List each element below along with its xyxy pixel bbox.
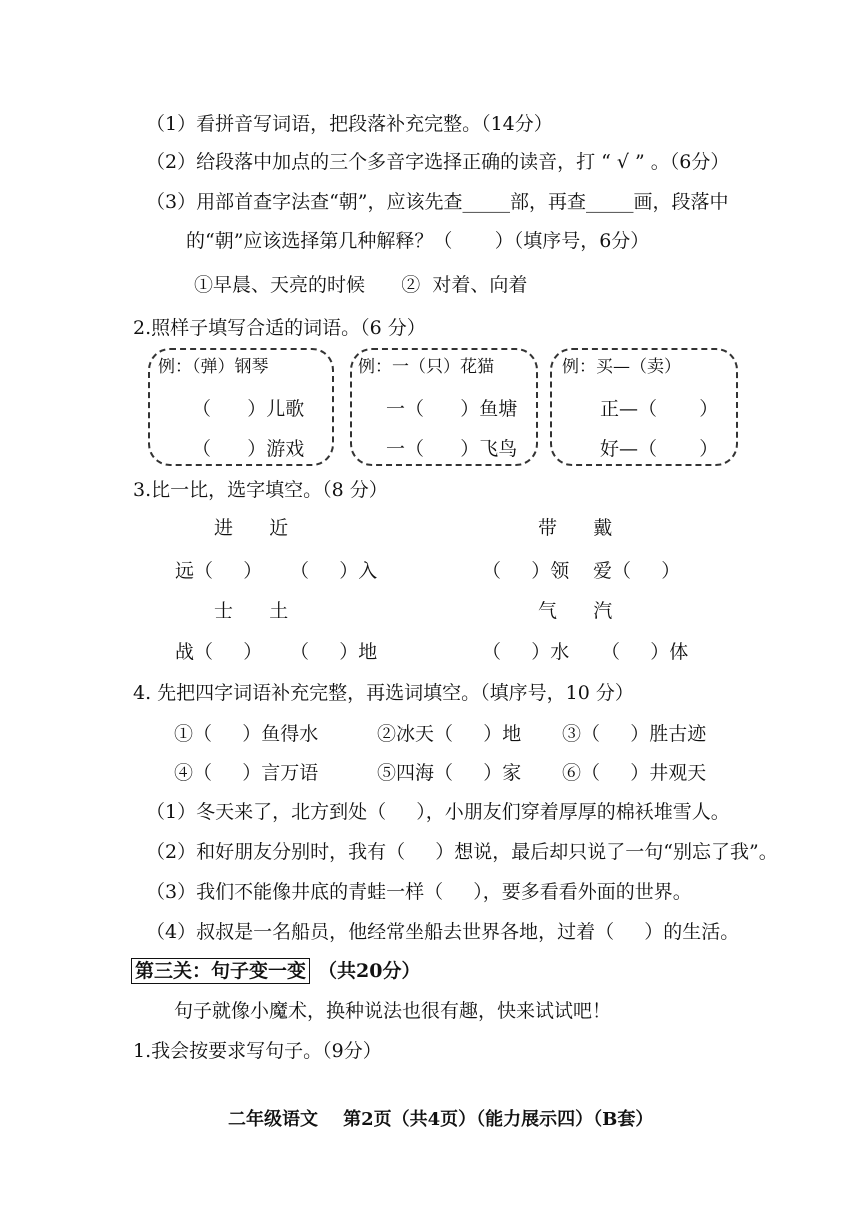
box2-line2: 一（ ）飞鸟 xyxy=(386,438,518,460)
question-1-1: （1）看拼音写词语，把段落补充完整。（14分） xyxy=(146,113,553,135)
section-3-points: （共20分） xyxy=(318,960,421,982)
group2-fill-b: 爱（ ） xyxy=(593,560,681,582)
idiom-2: ②冰天（ ）地 xyxy=(377,723,522,745)
answer-options: ①早晨、天亮的时候 ② 对着、向着 xyxy=(194,274,528,296)
section-3-title: 第三关：句子变一变 xyxy=(131,958,310,984)
question-1-2: （2）给段落中加点的三个多音字选择正确的读音，打 “ √ ” 。（6分） xyxy=(146,151,730,173)
group1-chars: 进 近 xyxy=(214,517,289,539)
group1-fill-b: （ ）入 xyxy=(290,560,378,582)
box1-line1: （ ）儿歌 xyxy=(192,398,305,420)
page-footer: 二年级语文 第2页（共4页）（能力展示四）（B套） xyxy=(228,1109,654,1130)
sentence-2: （2）和好朋友分别时，我有（ ）想说，最后却只说了一句“别忘了我”。 xyxy=(146,841,778,863)
sentence-3: （3）我们不能像井底的青蛙一样（ ），要多看看外面的世界。 xyxy=(146,881,692,903)
group1-fill-a: 远（ ） xyxy=(175,560,263,582)
box2-example: 例：一（只）花猫 xyxy=(358,357,494,377)
box3-example: 例：买—（卖） xyxy=(562,357,681,377)
idiom-1: ①（ ）鱼得水 xyxy=(174,723,319,745)
group4-fill-a: （ ）水 xyxy=(482,641,570,663)
idiom-6: ⑥（ ）井观天 xyxy=(562,762,707,784)
section-3-intro: 句子就像小魔术，换种说法也很有趣，快来试试吧！ xyxy=(174,1000,612,1022)
group4-chars: 气 汽 xyxy=(538,600,613,622)
box1-example: 例：（弹）钢琴 xyxy=(158,357,269,377)
question-4-title: 4. 先把四字词语补充完整，再选词填空。（填序号，10 分） xyxy=(133,682,634,704)
idiom-4: ④（ ）言万语 xyxy=(174,762,319,784)
section-3-question-1: 1.我会按要求写句子。（9分） xyxy=(133,1040,382,1062)
question-1-3-line1: （3）用部首查字法查“朝”，应该先查_____部，再查_____画，段落中 xyxy=(146,191,729,213)
idiom-3: ③（ ）胜古迹 xyxy=(562,723,707,745)
box3-line2: 好—（ ） xyxy=(600,438,719,460)
group2-fill-a: （ ）领 xyxy=(482,560,570,582)
question-2-title: 2.照样子填写合适的词语。（6 分） xyxy=(133,317,426,339)
box2-line1: 一（ ）鱼塘 xyxy=(386,398,518,420)
box3-line1: 正—（ ） xyxy=(600,398,719,420)
box1-line2: （ ）游戏 xyxy=(192,438,305,460)
idiom-5: ⑤四海（ ）家 xyxy=(377,762,522,784)
group3-fill-a: 战（ ） xyxy=(175,641,263,663)
sentence-4: （4）叔叔是一名船员，他经常坐船去世界各地，过着（ ）的生活。 xyxy=(146,921,740,943)
question-1-3-line2: 的“朝”应该选择第几种解释？（ ）（填序号，6分） xyxy=(186,230,650,252)
sentence-1: （1）冬天来了，北方到处（ ），小朋友们穿着厚厚的棉袄堆雪人。 xyxy=(146,801,730,823)
group4-fill-b: （ ）体 xyxy=(601,641,689,663)
group3-fill-b: （ ）地 xyxy=(290,641,378,663)
group3-chars: 士 土 xyxy=(214,600,289,622)
question-3-title: 3.比一比，选字填空。（8 分） xyxy=(133,479,388,501)
group2-chars: 带 戴 xyxy=(538,517,613,539)
